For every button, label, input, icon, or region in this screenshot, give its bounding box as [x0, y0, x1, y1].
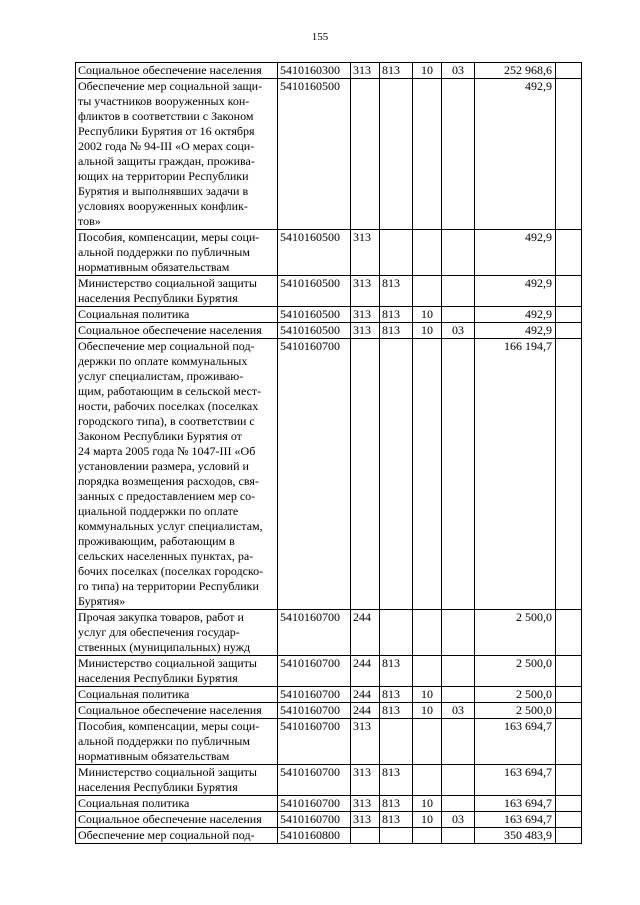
amount-value: 350 483,9: [475, 828, 556, 844]
empty-cell: [556, 323, 582, 339]
expense-type-code: [351, 79, 380, 230]
row-description: [76, 79, 278, 230]
description-line: циальной поддержки по оплате: [78, 504, 239, 518]
section-code: 10: [413, 796, 442, 812]
section-code: 10: [413, 323, 442, 339]
budget-table-body: [76, 63, 582, 844]
subsection-code: [442, 656, 475, 687]
section-code: [413, 828, 442, 844]
subsection-code: [442, 719, 475, 765]
description-line: установлении размера, условий и: [78, 459, 249, 473]
empty-cell: [556, 79, 582, 230]
description-line: порядка возмещения расходов, свя-: [78, 474, 259, 488]
row-description: [76, 703, 278, 719]
empty-cell: [556, 719, 582, 765]
description-line: ты участников вооруженных кон-: [78, 94, 250, 108]
subsection-code: [442, 276, 475, 307]
expense-type-code: 313: [351, 276, 380, 307]
section-code: [413, 656, 442, 687]
target-article-code: 5410160500: [278, 276, 351, 307]
row-description: [76, 687, 278, 703]
table-row: [76, 276, 582, 307]
amount-value: 2 500,0: [475, 656, 556, 687]
description-line: Законом Республики Бурятия от: [78, 429, 242, 443]
expense-type-code: 244: [351, 610, 380, 656]
row-description: [76, 63, 278, 79]
subsection-code: [442, 796, 475, 812]
ministry-code: 813: [380, 796, 413, 812]
target-article-code: 5410160500: [278, 323, 351, 339]
expense-type-code: 244: [351, 656, 380, 687]
table-row: [76, 687, 582, 703]
table-row: [76, 323, 582, 339]
description-line: тов»: [78, 214, 101, 228]
description-line: Пособия, компенсации, меры соци-: [78, 230, 260, 244]
description-line: Министерство социальной защиты: [78, 276, 257, 290]
expense-type-code: 313: [351, 796, 380, 812]
table-row: [76, 63, 582, 79]
table-row: [76, 796, 582, 812]
description-line: населения Республики Бурятия: [78, 291, 238, 305]
description-line: населения Республики Бурятия: [78, 780, 238, 794]
ministry-code: 813: [380, 63, 413, 79]
table-row: [76, 812, 582, 828]
row-description: [76, 610, 278, 656]
table-row: [76, 610, 582, 656]
table-row: [76, 230, 582, 276]
expense-type-code: 313: [351, 307, 380, 323]
subsection-code: [442, 610, 475, 656]
amount-value: 163 694,7: [475, 765, 556, 796]
row-description: [76, 796, 278, 812]
amount-value: 492,9: [475, 307, 556, 323]
expense-type-code: 313: [351, 63, 380, 79]
ministry-code: [380, 719, 413, 765]
amount-value: 163 694,7: [475, 796, 556, 812]
subsection-code: 03: [442, 703, 475, 719]
row-description: [76, 719, 278, 765]
section-code: 10: [413, 812, 442, 828]
table-row: [76, 719, 582, 765]
subsection-code: [442, 687, 475, 703]
page-number: 155: [311, 31, 329, 43]
description-line: Социальная политика: [78, 307, 190, 321]
expense-type-code: 244: [351, 703, 380, 719]
section-code: [413, 339, 442, 610]
empty-cell: [556, 63, 582, 79]
row-description: [76, 276, 278, 307]
description-line: населения Республики Бурятия: [78, 671, 238, 685]
ministry-code: 813: [380, 703, 413, 719]
row-description: [76, 656, 278, 687]
description-line: Пособия, компенсации, меры соци-: [78, 719, 260, 733]
description-line: занных с предоставлением мер со-: [78, 489, 256, 503]
target-article-code: 5410160700: [278, 812, 351, 828]
ministry-code: [380, 230, 413, 276]
subsection-code: [442, 230, 475, 276]
description-line: Социальная политика: [78, 796, 190, 810]
target-article-code: 5410160700: [278, 656, 351, 687]
expense-type-code: 244: [351, 687, 380, 703]
description-line: городского типа), в соответствии с: [78, 414, 255, 428]
description-line: проживающим, работающим в: [78, 534, 235, 548]
description-line: Бурятия и выполнявших задачи в: [78, 184, 249, 198]
description-line: услуг для обеспечения государ-: [78, 625, 240, 639]
description-line: щим, работающим в сельской мест-: [78, 384, 262, 398]
target-article-code: 5410160700: [278, 339, 351, 610]
row-description: [76, 812, 278, 828]
empty-cell: [556, 796, 582, 812]
row-description: [76, 339, 278, 610]
amount-value: 492,9: [475, 230, 556, 276]
description-line: 2002 года № 94-III «О мерах соци-: [78, 139, 255, 153]
description-line: го типа) на территории Республики: [78, 579, 259, 593]
description-line: услуг специалистам, проживаю-: [78, 369, 244, 383]
description-line: условиях вооруженных конфлик-: [78, 199, 248, 213]
empty-cell: [556, 307, 582, 323]
ministry-code: 813: [380, 765, 413, 796]
ministry-code: [380, 339, 413, 610]
subsection-code: [442, 79, 475, 230]
target-article-code: 5410160700: [278, 703, 351, 719]
amount-value: 2 500,0: [475, 610, 556, 656]
row-description: [76, 307, 278, 323]
empty-cell: [556, 812, 582, 828]
description-line: Обеспечение мер социальной защи-: [78, 79, 263, 93]
description-line: сельских населенных пунктах, ра-: [78, 549, 254, 563]
row-description: [76, 828, 278, 844]
description-line: Министерство социальной защиты: [78, 765, 257, 779]
subsection-code: [442, 339, 475, 610]
amount-value: 2 500,0: [475, 687, 556, 703]
table-row: [76, 79, 582, 230]
subsection-code: [442, 828, 475, 844]
target-article-code: 5410160500: [278, 307, 351, 323]
empty-cell: [556, 656, 582, 687]
empty-cell: [556, 828, 582, 844]
subsection-code: 03: [442, 323, 475, 339]
description-line: Социальное обеспечение населения: [78, 323, 262, 337]
ministry-code: 813: [380, 812, 413, 828]
ministry-code: 813: [380, 687, 413, 703]
empty-cell: [556, 339, 582, 610]
description-line: Социальное обеспечение населения: [78, 703, 262, 717]
table-row: [76, 656, 582, 687]
amount-value: 163 694,7: [475, 719, 556, 765]
expense-type-code: [351, 828, 380, 844]
section-code: 10: [413, 703, 442, 719]
ministry-code: 813: [380, 276, 413, 307]
description-line: Социальное обеспечение населения: [78, 63, 262, 77]
description-line: коммунальных услуг специалистам,: [78, 519, 263, 533]
amount-value: 492,9: [475, 276, 556, 307]
table-row: [76, 307, 582, 323]
subsection-code: [442, 307, 475, 323]
target-article-code: 5410160700: [278, 765, 351, 796]
description-line: ности, рабочих поселках (поселках: [78, 399, 259, 413]
row-description: [76, 230, 278, 276]
table-row: [76, 339, 582, 610]
subsection-code: 03: [442, 812, 475, 828]
table-row: [76, 828, 582, 844]
empty-cell: [556, 230, 582, 276]
description-line: Социальное обеспечение населения: [78, 812, 262, 826]
section-code: [413, 230, 442, 276]
description-line: альной защиты граждан, прожива-: [78, 154, 255, 168]
amount-value: 252 968,6: [475, 63, 556, 79]
ministry-code: 813: [380, 656, 413, 687]
expense-type-code: 313: [351, 812, 380, 828]
target-article-code: 5410160700: [278, 796, 351, 812]
section-code: 10: [413, 307, 442, 323]
target-article-code: 5410160300: [278, 63, 351, 79]
section-code: [413, 719, 442, 765]
description-line: 24 марта 2005 года № 1047-III «Об: [78, 444, 256, 458]
table-row: [76, 765, 582, 796]
description-line: нормативным обязательствам: [78, 260, 230, 274]
amount-value: 492,9: [475, 79, 556, 230]
empty-cell: [556, 276, 582, 307]
subsection-code: 03: [442, 63, 475, 79]
target-article-code: 5410160700: [278, 610, 351, 656]
description-line: Обеспечение мер социальной под-: [78, 339, 255, 353]
subsection-code: [442, 765, 475, 796]
empty-cell: [556, 610, 582, 656]
description-line: держки по оплате коммунальных: [78, 354, 248, 368]
description-line: Министерство социальной защиты: [78, 656, 257, 670]
description-line: Республики Бурятия от 16 октября: [78, 124, 255, 138]
description-line: альной поддержки по публичным: [78, 734, 250, 748]
expense-type-code: 313: [351, 719, 380, 765]
budget-table: [75, 62, 582, 844]
empty-cell: [556, 703, 582, 719]
description-line: нормативным обязательствам: [78, 749, 230, 763]
target-article-code: 5410160700: [278, 687, 351, 703]
description-line: бочих поселках (поселках городско-: [78, 564, 264, 578]
description-line: фликтов в соответствии с Законом: [78, 109, 254, 123]
ministry-code: 813: [380, 323, 413, 339]
ministry-code: 813: [380, 307, 413, 323]
expense-type-code: 313: [351, 230, 380, 276]
expense-type-code: 313: [351, 765, 380, 796]
description-line: Бурятия»: [78, 594, 126, 608]
description-line: Обеспечение мер социальной под-: [78, 828, 255, 842]
amount-value: 163 694,7: [475, 812, 556, 828]
ministry-code: [380, 79, 413, 230]
amount-value: 2 500,0: [475, 703, 556, 719]
section-code: 10: [413, 687, 442, 703]
ministry-code: [380, 828, 413, 844]
empty-cell: [556, 765, 582, 796]
section-code: [413, 765, 442, 796]
section-code: [413, 610, 442, 656]
description-line: ственных (муниципальных) нужд: [78, 640, 251, 654]
description-line: Прочая закупка товаров, работ и: [78, 610, 244, 624]
amount-value: 492,9: [475, 323, 556, 339]
amount-value: 166 194,7: [475, 339, 556, 610]
empty-cell: [556, 687, 582, 703]
target-article-code: 5410160500: [278, 230, 351, 276]
target-article-code: 5410160700: [278, 719, 351, 765]
expense-type-code: 313: [351, 323, 380, 339]
ministry-code: [380, 610, 413, 656]
description-line: ющих на территории Республики: [78, 169, 249, 183]
section-code: [413, 79, 442, 230]
section-code: 10: [413, 63, 442, 79]
description-line: альной поддержки по публичным: [78, 245, 250, 259]
row-description: [76, 765, 278, 796]
row-description: [76, 323, 278, 339]
table-row: [76, 703, 582, 719]
description-line: Социальная политика: [78, 687, 190, 701]
target-article-code: 5410160800: [278, 828, 351, 844]
section-code: [413, 276, 442, 307]
target-article-code: 5410160500: [278, 79, 351, 230]
expense-type-code: [351, 339, 380, 610]
